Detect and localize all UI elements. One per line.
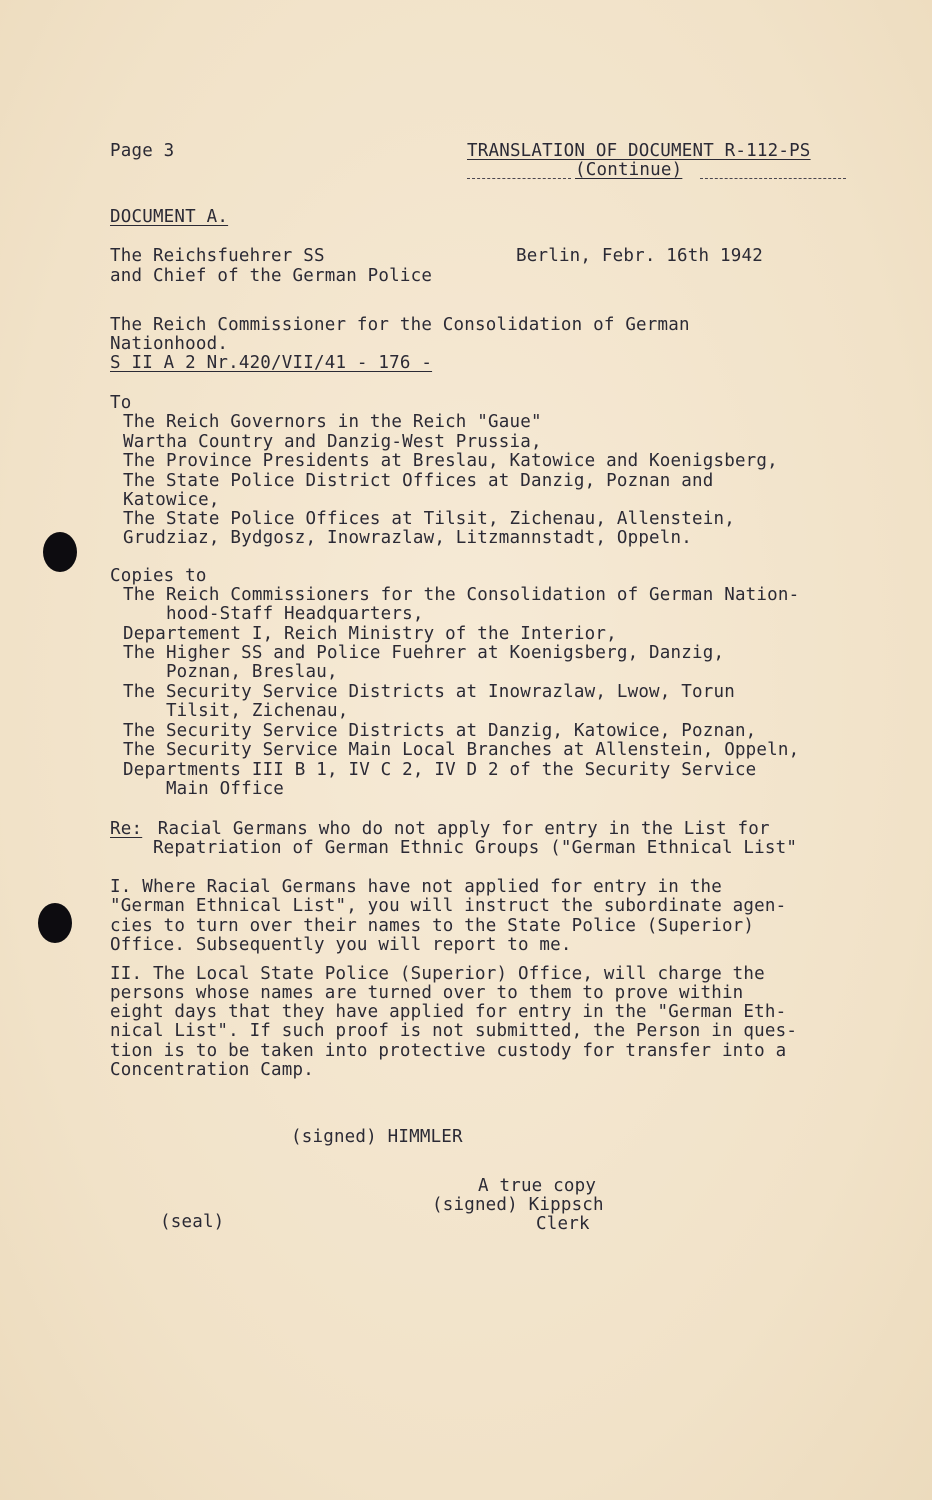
copies-line: The Higher SS and Police Fuehrer at Koenigsberg, Danzig, [123,643,725,663]
to-label: To [110,393,132,413]
title-rule-right [700,178,846,179]
copies-line: Departement I, Reich Ministry of the Interior, [123,624,617,644]
copies-line: Departments III B 1, IV C 2, IV D 2 of the Security Service [123,760,757,780]
to-line: The Province Presidents at Breslau, Katowice and Koenigsberg, [123,451,778,471]
copies-line: The Security Service Districts at Danzig, Katowice, Poznan, [123,721,757,741]
letter-date: Berlin, Febr. 16th 1942 [516,246,763,266]
punch-hole-bottom [38,903,72,943]
re-line-2: Repatriation of German Ethnic Groups ("German Ethnical List" [110,838,798,858]
re-label: Re: [110,819,143,839]
seal-note: (seal) [160,1212,225,1232]
title-rule-left [467,178,571,179]
to-line: The State Police District Offices at Danzig, Poznan and [123,471,714,491]
document-subtitle: (Continue) [575,160,683,180]
to-line: Wartha Country and Danzig-West Prussia, [123,432,542,452]
paragraph-two-line: II. The Local State Police (Superior) Office, will charge the [110,964,765,984]
copies-line: The Reich Commissioners for the Consolidation of German Nation- [123,585,800,605]
copies-line: hood-Staff Headquarters, [123,604,424,624]
copies-line: The Security Service Main Local Branches at Allenstein, Oppeln, [123,740,800,760]
signature-himmler: (signed) HIMMLER [291,1127,463,1147]
paragraph-two-line: tion is to be taken into protective custody for transfer into a [110,1041,787,1061]
copies-line: The Security Service Districts at Inowrazlaw, Lwow, Torun [123,682,735,702]
paragraph-one-line: cies to turn over their names to the State Police (Superior) [110,916,755,936]
paragraph-two-line: persons whose names are turned over to them to prove within [110,983,744,1003]
true-copy-line-2: (signed) Kippsch [432,1195,604,1215]
paragraph-one-line: Office. Subsequently you will report to me. [110,935,572,955]
sender-line-2: and Chief of the German Police [110,266,433,286]
copies-line: Main Office [123,779,285,799]
page-label: Page 3 [110,141,175,161]
to-line: The Reich Governors in the Reich "Gaue" [123,412,542,432]
commissioner-line-1: The Reich Commissioner for the Consolidation of German [110,315,690,335]
copies-line: Poznan, Breslau, [123,662,338,682]
to-line: Grudziaz, Bydgosz, Inowrazlaw, Litzmannstadt, Oppeln. [123,528,693,548]
sender-line-1: The Reichsfuehrer SS [110,246,325,266]
paragraph-one-line: I. Where Racial Germans have not applied for entry in the [110,877,722,897]
re-line-1: Racial Germans who do not apply for entry in the List for [147,819,770,839]
true-copy-line-3: Clerk [536,1214,590,1234]
to-line: Katowice, [123,490,220,510]
paragraph-two-line: Concentration Camp. [110,1060,314,1080]
copies-label: Copies to [110,566,207,586]
document-label: DOCUMENT A. [110,207,229,227]
paragraph-two-line: nical List". If such proof is not submitted, the Person in ques- [110,1021,798,1041]
commissioner-line-2: Nationhood. [110,334,229,354]
paragraph-one-line: "German Ethnical List", you will instruct the subordinate agen- [110,896,787,916]
reference-number: S II A 2 Nr.420/VII/41 - 176 - [110,353,433,373]
document-title: TRANSLATION OF DOCUMENT R-112-PS [467,141,811,161]
to-line: The State Police Offices at Tilsit, Zichenau, Allenstein, [123,509,735,529]
copies-line: Tilsit, Zichenau, [123,701,349,721]
paragraph-two-line: eight days that they have applied for entry in the "German Eth- [110,1002,787,1022]
true-copy-line-1: A true copy [478,1176,597,1196]
punch-hole-top [43,532,77,572]
